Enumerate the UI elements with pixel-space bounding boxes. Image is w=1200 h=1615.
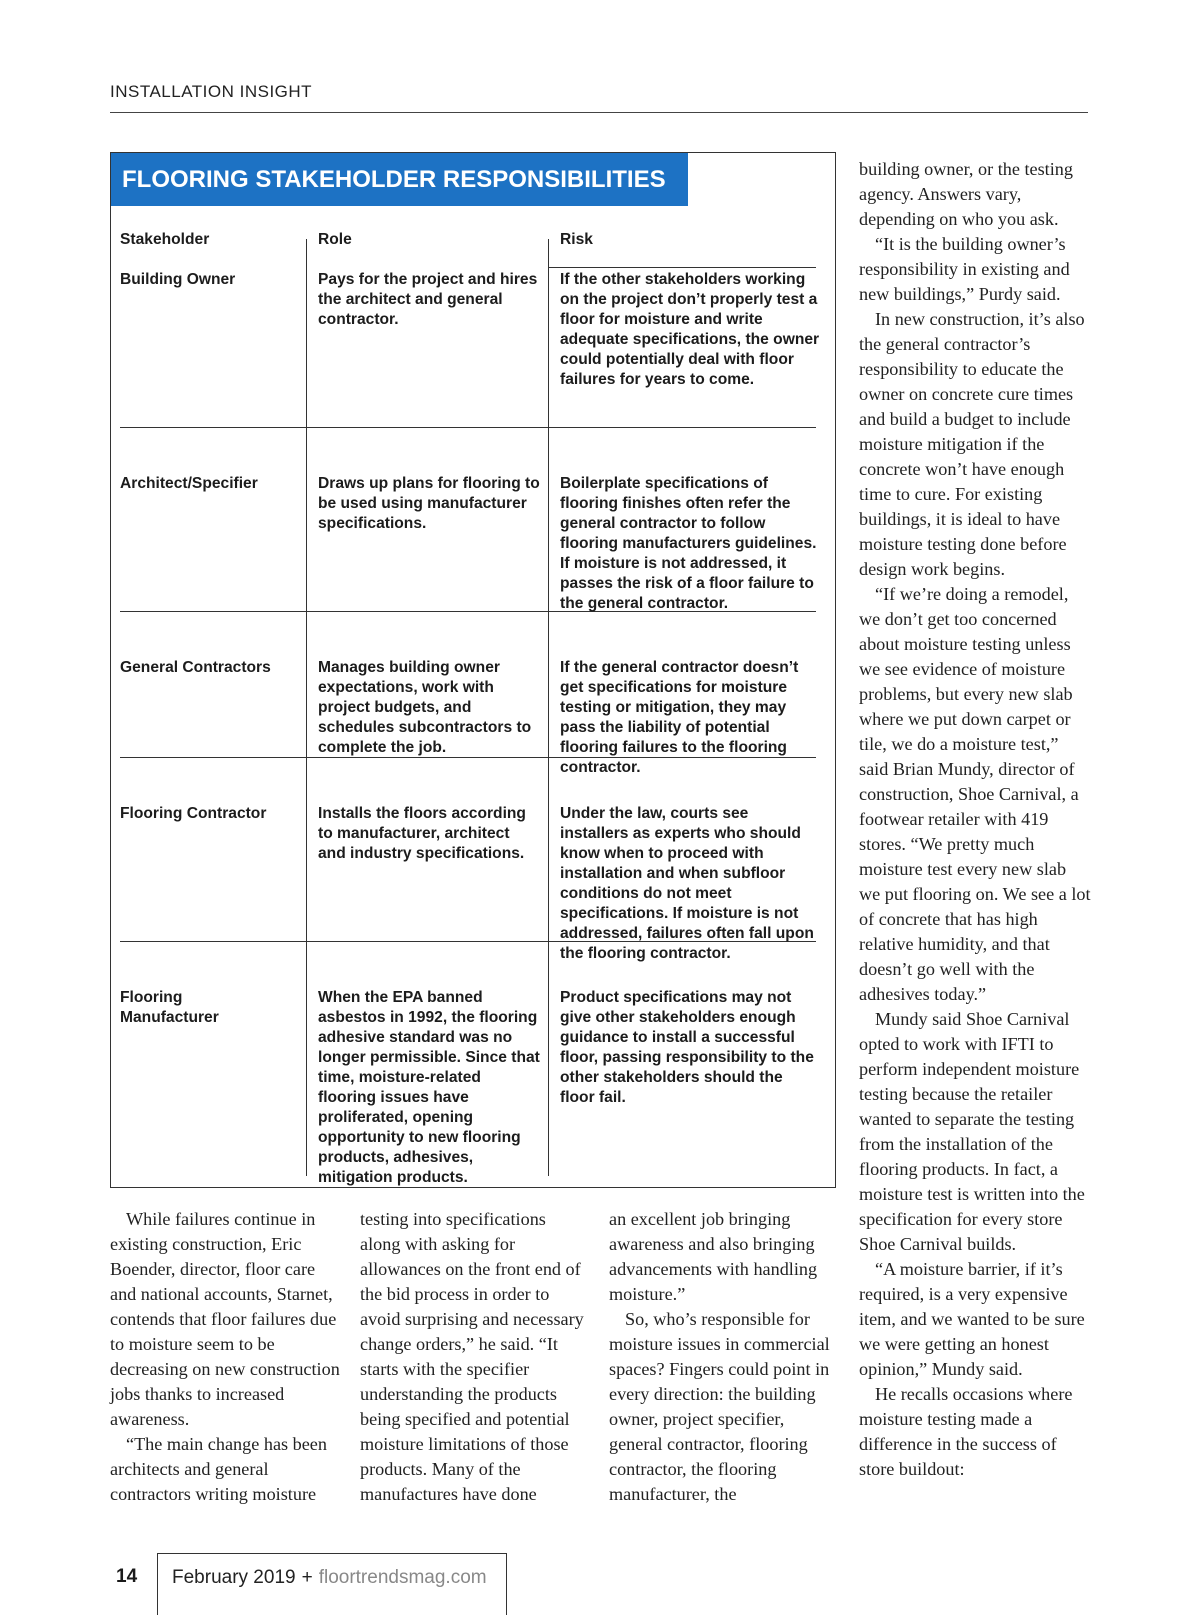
paragraph: building owner, or the testing agency. Answers vary, depending on who you ask. bbox=[859, 159, 1073, 229]
role-cell: Manages building owner expectations, work with project budgets, and schedules subcontractors to complete the job. bbox=[318, 659, 532, 756]
paragraph: While failures continue in existing construction, Eric Boender, director, floor care and national accounts, Starnet, contends that floor failures due to moisture seem to be decreasing on new construction jobs thanks to increased awareness. bbox=[110, 1209, 340, 1429]
paragraph: “The main change has been architects and general contractors writing moisture bbox=[110, 1434, 327, 1504]
stakeholder-cell: Building Owner bbox=[120, 271, 236, 288]
footer-separator: + bbox=[301, 1567, 313, 1588]
paragraph: “If we’re doing a remodel, we don’t get too concerned about moisture testing unless we see evidence of moisture problems, but every new slab where we put down carpet or tile, we do a moisture test,” said Brian Mundy, director of construction, Shoe Carnival, a footwear retailer with 419 stores. “We pretty much moisture test every new slab we put flooring on. We see a lot of concrete that has high relative humidity, and that doesn’t go well with the adhesives today.” bbox=[859, 584, 1091, 1004]
role-cell: Draws up plans for flooring to be used using manufacturer specifications. bbox=[318, 475, 540, 532]
footer-text bbox=[172, 1567, 487, 1589]
section-label: INSTALLATION INSIGHT bbox=[110, 82, 313, 101]
footer-box bbox=[157, 1553, 507, 1615]
page-number: 14 bbox=[116, 1566, 138, 1587]
header-role: Role bbox=[318, 231, 352, 248]
stakeholder-cell: Architect/Specifier bbox=[120, 475, 258, 492]
paragraph: “A moisture barrier, if it’s required, is a very expensive item, and we wanted to be sure we were getting an honest opinion,” Mundy said. bbox=[859, 1259, 1085, 1379]
article-column-4 bbox=[859, 157, 1091, 1482]
paragraph: So, who’s responsible for moisture issues in commercial spaces? Fingers could point in every direction: the building owner, project specifier, general contractor, flooring contractor, the flooring manufacturer, the bbox=[609, 1309, 830, 1504]
issue-date: February 2019 bbox=[172, 1567, 296, 1588]
row-divider bbox=[548, 267, 816, 268]
paragraph: He recalls occasions where moisture testing made a difference in the success of store buildout: bbox=[859, 1384, 1073, 1479]
header-rule bbox=[110, 112, 1088, 113]
stakeholder-sidebar bbox=[110, 152, 836, 1188]
header-stakeholder: Stakeholder bbox=[120, 231, 210, 248]
role-cell: When the EPA banned asbestos in 1992, the flooring adhesive standard was no longer permissible. Since that time, moisture-related flooring issues have proliferated, opening opportunity to new flooring products, adhesives, mitigation products. bbox=[318, 989, 540, 1186]
stakeholder-cell: General Contractors bbox=[120, 659, 271, 676]
sidebar-title: FLOORING STAKEHOLDER RESPONSIBILITIES bbox=[111, 153, 688, 206]
risk-cell: Boilerplate specifications of flooring finishes often refer the general contractor to follow flooring manufacturers guidelines. If moisture is not addressed, it passes the risk of a floor failure to the general contractor. bbox=[560, 475, 817, 612]
role-cell: Pays for the project and hires the architect and general contractor. bbox=[318, 271, 538, 328]
paragraph: In new construction, it’s also the general contractor’s responsibility to educate the owner on concrete cure times and build a budget to include moisture mitigation if the concrete won’t have enough time to cure. For existing buildings, it is ideal to have moisture testing done before design work begins. bbox=[859, 309, 1085, 579]
risk-cell: If the other stakeholders working on the project don’t properly test a floor for moisture and write adequate specifications, the owner could potentially deal with floor failures for years to come. bbox=[560, 271, 820, 388]
risk-cell: Under the law, courts see installers as experts who should know when to proceed with installation and when subfloor conditions do not meet specifications. If moisture is not addressed, failures often fall upon the flooring contractor. bbox=[560, 805, 814, 962]
paragraph: testing into specifications along with asking for allowances on the front end of the bid process in order to avoid surprising and necessary change orders,” he said. “It starts with the specifier understanding the products being specified and potential moisture limitations of those products. Many of the manufactures have done bbox=[360, 1209, 584, 1504]
stakeholder-cell: Flooring Contractor bbox=[120, 805, 267, 822]
paragraph: “It is the building owner’s responsibility in existing and new buildings,” Purdy said. bbox=[859, 234, 1070, 304]
risk-cell: Product specifications may not give other stakeholders enough guidance to install a successful floor, passing responsibility to the other stakeholders should the floor fail. bbox=[560, 989, 814, 1106]
article-column-1 bbox=[110, 1207, 342, 1507]
stakeholder-cell: Flooring Manufacturer bbox=[120, 989, 219, 1026]
column-divider bbox=[306, 239, 307, 1176]
row-divider bbox=[120, 427, 816, 428]
column-divider bbox=[548, 239, 549, 1176]
header-risk: Risk bbox=[560, 231, 593, 248]
paragraph: Mundy said Shoe Carnival opted to work with IFTI to perform independent moisture testing because the retailer wanted to separate the testing from the installation of the flooring products. In fact, a moisture test is written into the specification for every store Shoe Carnival builds. bbox=[859, 1009, 1085, 1254]
article-column-3 bbox=[609, 1207, 837, 1507]
role-cell: Installs the floors according to manufacturer, architect and industry specifications. bbox=[318, 805, 526, 862]
paragraph: an excellent job bringing awareness and also bringing advancements with handling moisture.” bbox=[609, 1209, 818, 1304]
risk-cell: If the general contractor doesn’t get specifications for moisture testing or mitigation, they may pass the liability of potential flooring failures to the flooring contractor. bbox=[560, 659, 799, 776]
article-column-2 bbox=[360, 1207, 590, 1507]
website-link[interactable]: floortrendsmag.com bbox=[318, 1567, 487, 1588]
